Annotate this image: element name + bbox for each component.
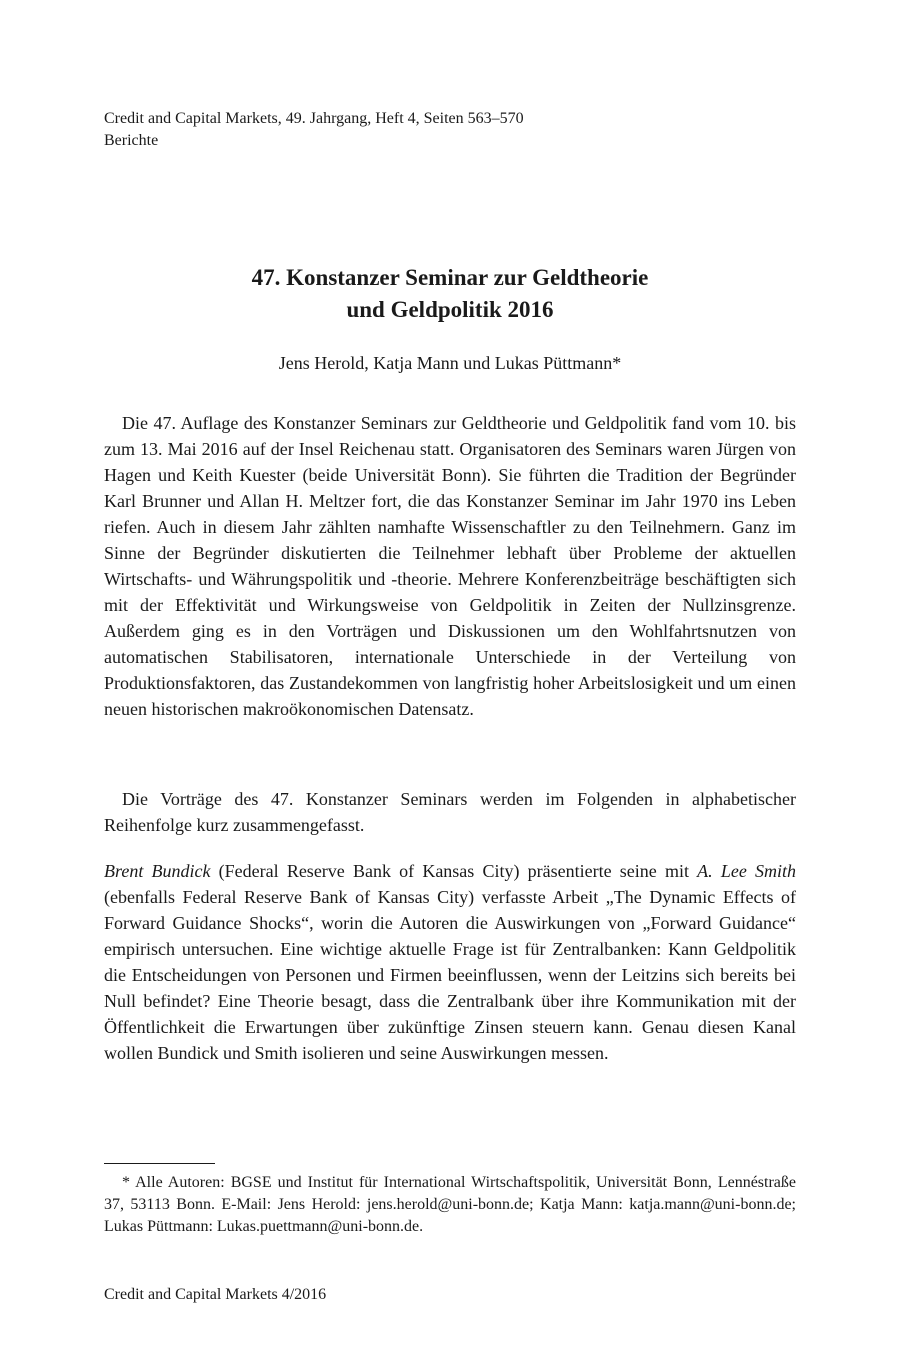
footnote-divider <box>104 1163 215 1164</box>
paragraph-text: (ebenfalls Federal Reserve Bank of Kansas City) verfasste Arbeit „The Dynamic Effects of Forward Guidance Shocks“, worin die Autoren die Auswirkungen von „Forward Guidance“ empirisch untersuchen. Eine wichtige aktuelle Frage ist für Zentralbanken: Kann Geldpolitik die Entscheidungen von Personen und Firmen beeinflussen, wenn der Leitzins sich bereits bei Null befindet? Eine Theorie besagt, dass die Zentralbank über ihre Kommunikation mit der Öffentlichkeit die Erwartungen über zukünftige Zinsen steuern kann. Genau diesen Kanal wollen Bundick und Smith isolieren und seine Auswirkungen messen. <box>104 887 796 1063</box>
article-title <box>0 262 900 326</box>
title-line-2: und Geldpolitik 2016 <box>346 297 554 322</box>
author-list: Jens Herold, Katja Mann und Lukas Püttmann* <box>278 353 622 373</box>
section-label: Berichte <box>104 132 159 149</box>
page-footer: Credit and Capital Markets 4/2016 <box>104 1286 327 1303</box>
author-name-smith: A. Lee Smith <box>697 861 797 881</box>
journal-citation: Credit and Capital Markets, 49. Jahrgang, Heft 4, Seiten 563–570 <box>104 110 524 127</box>
paragraph-intro: Die 47. Auflage des Konstanzer Seminars zur Geldtheorie und Geldpolitik fand vom 10. bis zum 13. Mai 2016 auf der Insel Reichenau statt. Organisatoren des Seminars waren Jürgen von Hagen und Keith Kuester (beide Universität Bonn). Sie führten die Tradition der Begründer Karl Brunner und Allan H. Meltzer fort, die das Konstanzer Seminar im Jahr 1970 ins Leben riefen. Auch in diesem Jahr zählten namhafte Wissenschaftler zu den Teilnehmern. Ganz im Sinne der Begründer diskutierten die Teilnehmer lebhaft über Probleme der aktuellen Wirtschafts- und Währungspolitik und -theorie. Mehrere Konferenzbeiträge beschäftigten sich mit der Effektivität und Wirkungsweise von Geldpolitik in Zeiten der Nullzinsgrenze. Außerdem ging es in den Vorträgen und Diskussionen um den Wohlfahrtsnutzen von automatischen Stabilisatoren, internationale Unterschiede in der Verteilung von Produktionsfaktoren, das Zustandekommen von langfristig hoher Arbeitslosigkeit und um einen neuen historischen makroökonomischen Datensatz. <box>104 413 796 719</box>
paragraph-bundick-smith <box>104 858 796 1066</box>
journal-header <box>104 108 524 152</box>
title-line-1: 47. Konstanzer Seminar zur Geldtheorie <box>251 265 649 290</box>
paragraph-text: (Federal Reserve Bank of Kansas City) präsentierte seine mit <box>210 861 698 881</box>
paragraph-overview: Die Vorträge des 47. Konstanzer Seminars werden im Folgenden in alphabetischer Reihenfolge kurz zusammengefasst. <box>104 789 796 835</box>
author-name-bundick: Brent Bundick <box>104 861 211 881</box>
footnote: * Alle Autoren: BGSE und Institut für International Wirtschaftspolitik, Universität Bonn, Lennéstraße 37, 53113 Bonn. E-Mail: Jens Herold: jens.herold@uni-bonn.de; Katja Mann: katja.mann@uni-bonn.de; Lukas Püttmann: Lukas.puettmann@uni-bonn.de. <box>104 1174 796 1235</box>
